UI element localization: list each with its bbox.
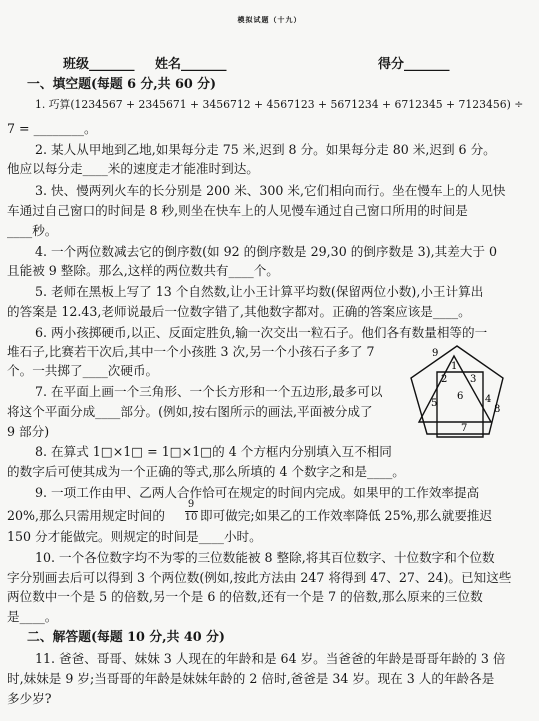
q10-line1: 10. 一个各位数字均不为零的三位数能被 8 整除,将其百位数字、十位数字和个位数 <box>35 550 495 565</box>
q3-line2: 车通过自己窗口的时间是 8 秒,则坐在快车上的人见慢车通过自己窗口所用的时间是 <box>7 203 468 218</box>
q1-line2: 7 = ________。 <box>7 121 97 136</box>
q8-line1: 8. 在算式 1□×1□ = 1□×1□的 4 个方框内分别填入互不相同 <box>35 444 392 459</box>
q1-line1: 1. 巧算(1234567 + 2345671 + 3456712 + 4567123 + 5671234 + 6712345 + 7123456) ÷ <box>35 98 524 111</box>
region-label-1: 1 <box>451 361 458 372</box>
region-label-5: 5 <box>431 398 438 409</box>
shapes-figure <box>405 340 515 445</box>
q11-line3: 多少岁? <box>7 691 52 706</box>
q11-line1: 11. 爸爸、哥哥、妹妹 3 人现在的年龄和是 64 岁。当爸爸的年龄是哥哥年龄的 3 倍 <box>35 651 506 666</box>
q3-line3: ____秒。 <box>7 223 58 238</box>
q4-line2: 且能被 9 整除。那么,这样的两位数共有____个。 <box>7 263 279 278</box>
q11-line2: 时,妹妹是 9 岁;当哥哥的年龄是妹妹年龄的 2 倍时,爸爸是 34 岁。现在 3 人的年龄各是 <box>7 671 495 686</box>
region-label-7: 7 <box>461 423 468 434</box>
fraction-numerator: 9 <box>187 499 195 510</box>
q7-line2: 将这个平面分成____部分。(例如,按右图所示的画法,平面被分成了 <box>7 404 373 419</box>
name-field[interactable]: 姓名_______ <box>155 57 227 72</box>
q3-line1: 3. 快、慢两列火车的长分别是 200 米、300 米,它们相向而行。坐在慢车上的人见快 <box>35 183 506 198</box>
q5-line1: 5. 老师在黑板上写了 13 个自然数,让小王计算平均数(保留两位小数),小王计算出 <box>35 284 484 299</box>
q5-line2: 的答案是 12.43,老师说最后一位数字错了,其他数字都对。正确的答案应该是____。 <box>7 304 471 319</box>
q6-line2: 堆石子,比赛若干次后,其中一个小孩胜 3 次,另一个小孩石子多了 7 <box>7 344 375 359</box>
region-label-6: 6 <box>457 391 464 402</box>
q9-line2a: 20%,那么只需用规定时间的 <box>7 508 165 523</box>
q9-line3: 150 分才能做完。则规定的时间是____小时。 <box>7 529 262 544</box>
q10-line3: 两位数中一个是 5 的倍数,另一个是 6 的倍数,还有一个是 7 的倍数,那么原来的三位数 <box>7 589 483 604</box>
q2-line1: 2. 某人从甲地到乙地,如果每分走 75 米,迟到 8 分。如果每分走 80 米,迟到 6 分。 <box>35 142 496 157</box>
q7-line1: 7. 在平面上画一个三角形、一个长方形和一个五边形,最多可以 <box>35 384 383 399</box>
score-field[interactable]: 得分_______ <box>378 57 450 72</box>
q7-line3: 9 部分) <box>7 424 50 439</box>
region-label-2: 2 <box>441 374 448 385</box>
region-label-8: 8 <box>494 404 501 415</box>
section2-heading: 二、解答题(每题 10 分,共 40 分) <box>27 630 225 645</box>
region-label-3: 3 <box>470 374 477 385</box>
fraction-denominator: 10 <box>184 512 198 523</box>
q8-line2: 的数字后可使其成为一个正确的等式,那么所填的 4 个数字之和是____。 <box>7 464 405 479</box>
page-title: 模拟试题（十九） <box>237 15 302 24</box>
pentagon-shape <box>411 346 503 434</box>
q6-line1: 6. 两小孩掷硬币,以正、反面定胜负,输一次交出一粒石子。他们各有数量相等的一 <box>35 325 488 340</box>
region-label-4: 4 <box>485 394 492 405</box>
q9-line2b: 即可做完;如果乙的工作效率降低 25%,那么就要推迟 <box>200 508 493 523</box>
class-field[interactable]: 班级_______ <box>63 57 135 72</box>
q10-line2: 字分别画去后可以得到 3 个两位数(例如,按此方法由 247 将得到 47、27、24)。已知这些 <box>7 570 512 585</box>
q9-line1: 9. 一项工作由甲、乙两人合作恰可在规定的时间内完成。如果甲的工作效率提高 <box>35 485 480 500</box>
q6-line3: 个。一共掷了____次硬币。 <box>7 363 159 378</box>
q2-line2: 他应以每分走____米的速度走才能准时到达。 <box>7 161 259 176</box>
q4-line1: 4. 一个两位数减去它的倒序数(如 92 的倒序数是 29,30 的倒序数是 3),其差大于 0 <box>35 244 498 259</box>
region-label-9: 9 <box>432 348 439 359</box>
section1-heading: 一、填空题(每题 6 分,共 60 分) <box>27 77 217 92</box>
q10-line4: 是____。 <box>7 609 58 624</box>
